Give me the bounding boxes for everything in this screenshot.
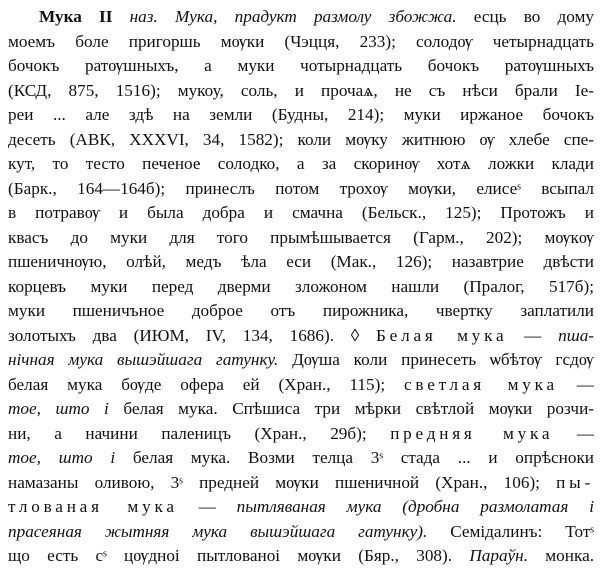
text-run: — <box>507 325 559 345</box>
text-run: пшеничнѹю, олѣй, медъ ѣла еси (Мак., 126); назавтрие двѣсти <box>8 252 594 271</box>
text-run: монка. <box>528 546 594 565</box>
text-line <box>8 152 594 177</box>
text-run: (КСД, 875, 1516); мукоу, соль, и прочаѧ, не съ нѣси брали Іе- <box>8 80 594 100</box>
text-run: намазаны оливою, 3ˢ предней мѹки пшеничной (Хран., 106); <box>8 472 557 492</box>
text-run: що есть сˢ цѹдноі пытлованоі мѹки (Бяр., 308). <box>8 546 470 565</box>
text-line <box>8 422 594 447</box>
headword: Мука II <box>39 7 113 26</box>
text-run: в потравѹ и была добра и смачна (Бельск., 125); Протожъ и <box>8 203 594 222</box>
text-line <box>8 177 594 202</box>
text-line <box>8 373 594 398</box>
text-run: — <box>177 497 237 516</box>
italic-text: пытляваная мука (дробна размолатая і <box>236 497 594 516</box>
text-line <box>8 544 594 569</box>
text-line <box>8 275 594 300</box>
phrase-term: Белая мука <box>376 325 508 345</box>
phrase-term: пы- <box>556 472 594 492</box>
text-run: ни, а начини паленицъ (Хран., 29б); <box>8 423 391 443</box>
text-line <box>8 5 594 30</box>
text-run: десеть (АВК, XXXVI, 34, 1582); коли мѹку житнюю ѹ хлебе спе- <box>8 129 594 149</box>
text-run: Дѹша коли принесеть ѡбѣтѹ гсдѹ <box>278 350 594 369</box>
text-line <box>8 446 594 471</box>
italic-text: наз. Мука, прадукт размолу збожжа. <box>129 7 457 26</box>
italic-text: тое, што і <box>8 399 109 418</box>
text-line <box>8 30 594 55</box>
text-line <box>8 103 594 128</box>
text-run: муки пшеничъное доброе отъ пирожника, чвертку заплатили <box>8 301 594 320</box>
text-line <box>8 397 594 422</box>
text-line <box>8 201 594 226</box>
text-run: есць во дому <box>456 7 594 26</box>
text-run: белая мука бѹде офера ей (Хран., 115); <box>8 374 404 394</box>
text-run: бочокъ ратѹшныхъ, а муки чотырнадцать бочокъ ратѹшныхъ <box>8 56 594 75</box>
text-run: реи ... але здѣ на земли (Будны, 214); муки иржаное бочокъ <box>8 105 594 124</box>
italic-text: пша- <box>558 325 594 345</box>
text-run: — <box>557 374 594 394</box>
phrase-term: тлованая мука <box>8 497 178 516</box>
text-line <box>8 226 594 251</box>
text-run <box>112 7 129 26</box>
text-run: золотыхъ два (ИЮМ, IV, 134, 1686). ◊ <box>8 325 377 345</box>
italic-text: прасеяная жытняя мука вышэйшага гатунку). <box>8 521 428 541</box>
text-line <box>8 299 594 324</box>
text-line <box>8 250 594 275</box>
italic-text: тое, што і <box>8 448 116 467</box>
text-run: — <box>553 423 594 443</box>
text-line <box>8 348 594 373</box>
italic-text: нічная мука вышэйшага гатунку. <box>8 350 279 369</box>
text-line <box>8 54 594 79</box>
text-line <box>8 471 594 496</box>
italic-text: Параўн. <box>469 546 528 565</box>
text-line <box>8 128 594 153</box>
phrase-term: предняя мука <box>390 423 554 443</box>
text-run: квасъ до муки для того прымѣшывается (Гарм., 202); мѹкѹ <box>8 227 594 247</box>
text-line <box>8 324 594 349</box>
text-run: белая мука. Возми телца 3ˢ стада ... и опрѣсноки <box>115 448 594 467</box>
text-run: кут, то тесто печеное солодко, а за скоринѹ хотѧ ложки клади <box>8 154 594 173</box>
text-run: белая мука. Спѣшиса три мѣрки свѣтлой мѹки розчи- <box>108 399 594 418</box>
phrase-term: светлая мука <box>404 374 558 394</box>
text-run: Семідалинъ: Тотˢ <box>427 521 594 541</box>
text-line <box>8 79 594 104</box>
text-run: моемъ боле пригоршь мѹки (Чэцця, 233); солодѹ четырнадцать <box>8 31 594 51</box>
text-run: корцевъ муки перед дверми зложоном нашли (Пралог, 517б); <box>8 276 594 296</box>
text-line <box>8 520 594 545</box>
text-run: (Барк., 164—164б); принеслъ потом трохѹ мѹки, елисеˢ всыпал <box>8 178 594 198</box>
